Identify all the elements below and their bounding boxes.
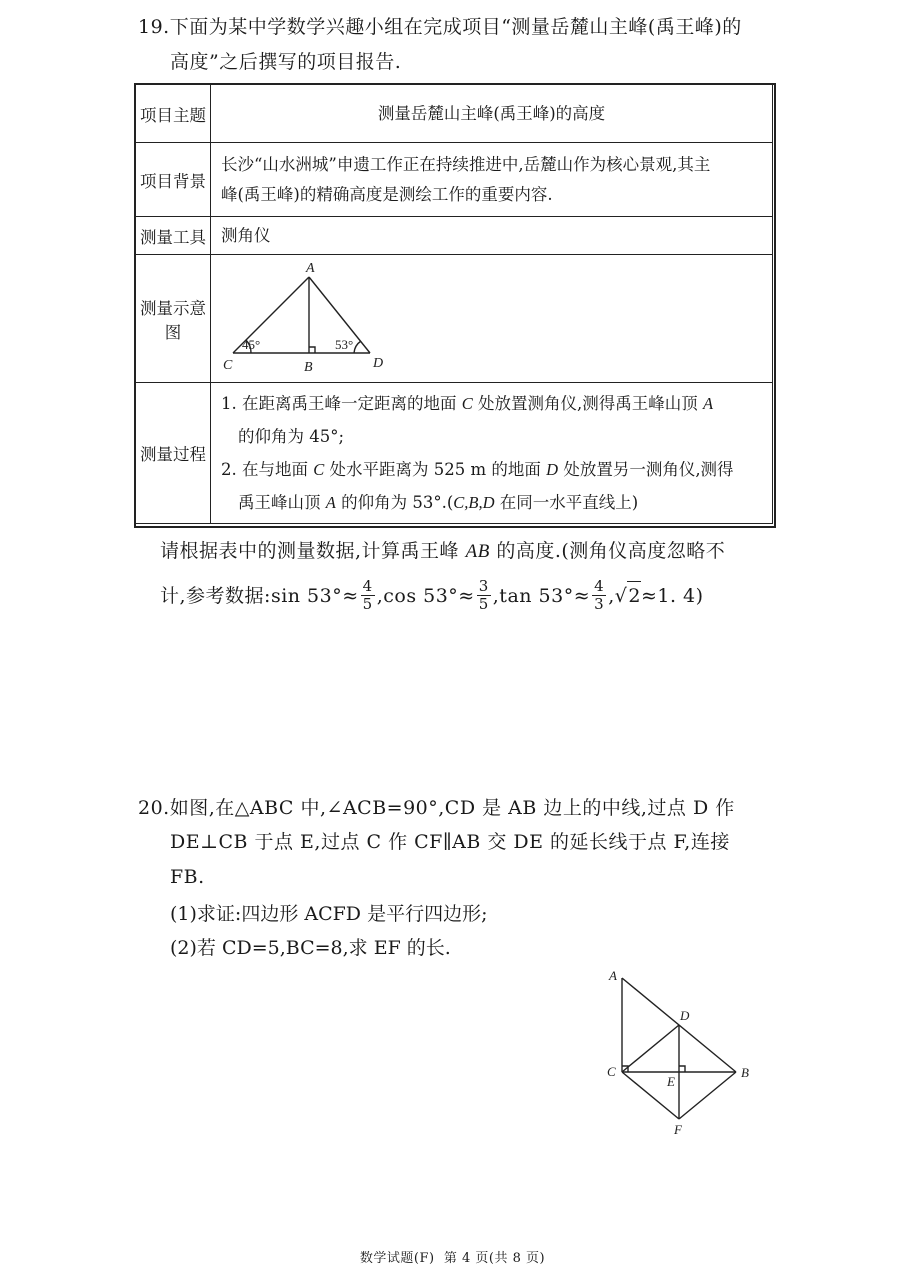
q19-intro-line2: 高度”之后撰写的项目报告. [170,51,402,73]
q20-line2: DE⊥CB 于点 E,过点 C 作 CF∥AB 交 DE 的延长线于点 F,连接 [170,831,730,853]
q20-line3: FB. [170,866,205,888]
line-cd [622,1025,679,1072]
project-report-table [135,84,773,524]
step2-line2: 禹王峰山顶 A 的仰角为 53°.(C,B,D 在同一水平直线上) [238,493,639,512]
sqrt-argument: 2 [627,581,641,610]
topic-value: 测量岳麓山主峰(禹王峰)的高度 [211,85,773,143]
q20-diagram [600,960,770,1140]
background-label: 项目背景 [136,143,211,217]
tool-value: 测角仪 [211,217,773,255]
table-row-tool [136,217,773,255]
q20-number: 20. [138,797,170,819]
q20-part2: (2)若 CD=5,BC=8,求 EF 的长. [170,937,451,959]
label-c: C [607,1064,616,1079]
measurement-diagram-cell [211,255,773,383]
tool-label: 测量工具 [136,217,211,255]
page-footer: 数学试题(F) 第 4 页(共 8 页) [359,1251,546,1266]
step1-line1: 1. 在距离禹王峰一定距离的地面 C 处放置测角仪,测得禹王峰山顶 A [221,394,714,413]
angle-d-label: 53° [335,336,354,352]
label-a: A [609,968,617,983]
q19-number: 19. [138,16,170,38]
q20-line1: 20.如图,在△ABC 中,∠ACB=90°,CD 是 AB 边上的中线,过点 D 作 [138,797,735,819]
label-e: E [667,1074,675,1089]
label-f: F [674,1122,682,1137]
line-fb [679,1072,736,1119]
label-b: B [304,359,313,375]
label-c: C [223,357,233,373]
sin-fraction: $\frac{4}{5}$ [362,577,373,613]
label-d: D [373,355,384,371]
q19-intro-line1: 19.下面为某中学数学兴趣小组在完成项目“测量岳麓山主峰(禹王峰)的 [138,16,742,38]
label-d: D [680,1008,690,1023]
step2-line1: 2. 在与地面 C 处水平距离为 525 m 的地面 D 处放置另一测角仪,测得 [221,460,734,479]
label-b: B [741,1065,749,1080]
topic-label: 项目主题 [136,85,211,143]
table-row-topic [136,85,773,143]
angle-arc-d [354,341,361,353]
tan-fraction: $\frac{4}{3}$ [594,577,605,613]
process-steps [211,383,773,524]
table-row-diagram [136,255,773,383]
label-a: A [306,260,315,276]
cos-fraction: $\frac{3}{5}$ [478,577,489,613]
right-angle-e [679,1066,685,1072]
process-label: 测量过程 [136,383,211,524]
table-row-process [136,383,773,524]
table-row-background [136,143,773,217]
right-angle-mark [309,347,315,353]
measurement-diagram [215,257,395,381]
q19-question-line1: 请根据表中的测量数据,计算禹王峰 AB 的高度.(测角仪高度忽略不 [160,540,726,562]
q19-question-line2: 计,参考数据:sin 53°≈ $\frac{4}{5}$ ,cos 53°≈ $\frac{3}{5}$ ,tan 53°≈ $\frac{4}{3}$ , √ 2 ≈1. 4) [160,577,704,613]
sqrt-symbol: √ [614,584,628,607]
q20-part1: (1)求证:四边形 ACFD 是平行四边形; [170,903,488,925]
angle-c-label: 45° [242,336,261,352]
step1-line2: 的仰角为 45°; [238,427,345,446]
background-value: 长沙“山水洲城”申遗工作正在持续推进中,岳麓山作为核心景观,其主 峰(禹王峰)的精确高度是测绘工作的重要内容. [211,143,773,217]
diagram-label: 测量示意图 [136,255,211,383]
